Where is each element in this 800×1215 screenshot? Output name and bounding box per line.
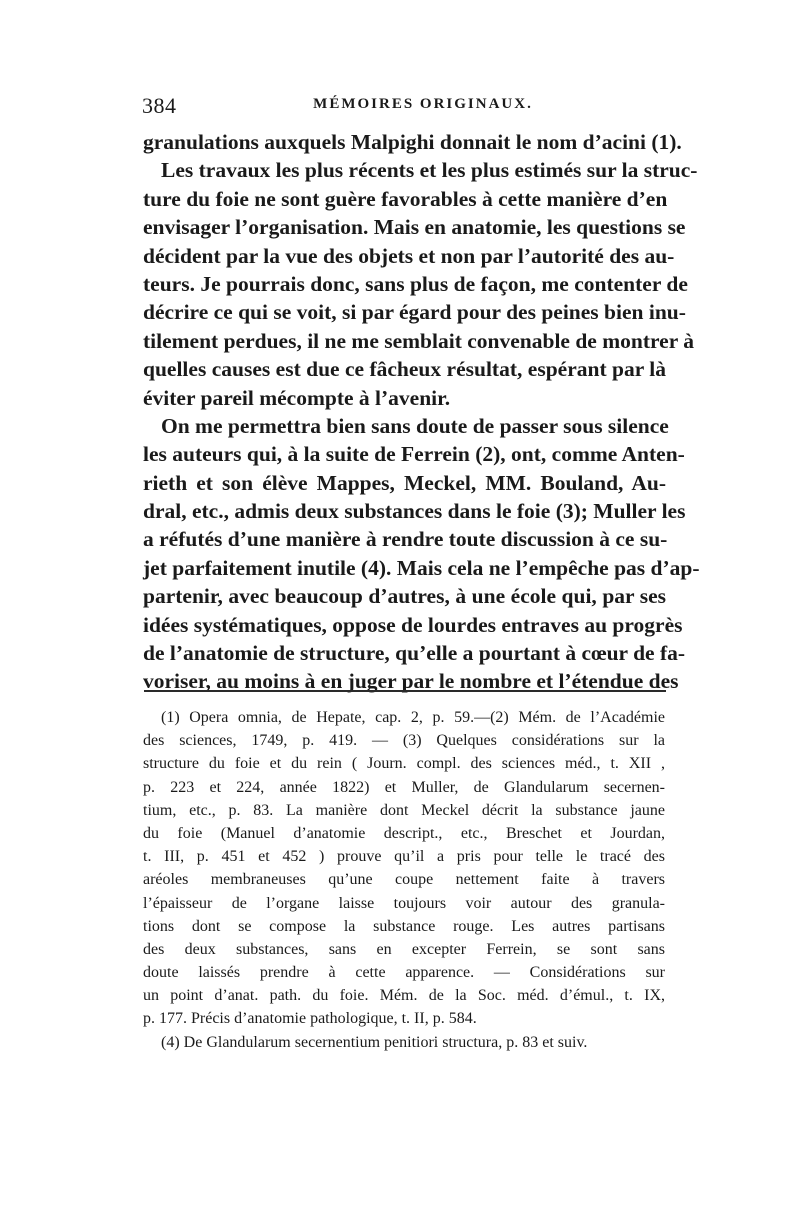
- footnote-line: tions dont se compose la substance rouge. Les autres partisans: [143, 917, 665, 935]
- footnote-line: des deux substances, sans en excepter Ferrein, se sont sans: [143, 940, 665, 958]
- footnote-line: tium, etc., p. 83. La manière dont Meckel décrit la substance jaune: [143, 801, 665, 819]
- body-line: teurs. Je pourrais donc, sans plus de façon, me contenter de: [143, 271, 688, 296]
- footnote-line: structure du foie et du rein ( Journ. compl. des sciences méd., t. XII ,: [143, 755, 665, 773]
- body-line: envisager l’organisation. Mais en anatomie, les questions se: [143, 215, 686, 240]
- body-line: éviter pareil mécompte à l’avenir.: [143, 385, 451, 410]
- body-line: Les travaux les plus récents et les plus estimés sur la struc-: [161, 158, 698, 183]
- body-line: de l’anatomie de structure, qu’elle a pourtant à cœur de fa-: [143, 641, 686, 666]
- body-line: jet parfaitement inutile (4). Mais cela ne l’empêche pas d’ap-: [143, 555, 700, 580]
- body-line: décident par la vue des objets et non par l’autorité des au-: [143, 243, 675, 268]
- page-number: 384: [142, 93, 177, 118]
- body-line: ture du foie ne sont guère favorables à cette manière d’en: [143, 186, 668, 211]
- body-line: On me permettra bien sans doute de passer sous silence: [161, 413, 669, 438]
- footnote-line: du foie (Manuel d’anatomie descript., etc., Breschet et Jourdan,: [143, 824, 665, 842]
- footnote-line: un point d’anat. path. du foie. Mém. de la Soc. méd. d’émul., t. IX,: [143, 987, 665, 1005]
- body-line: tilement perdues, il ne me semblait convenable de montrer à: [143, 328, 694, 353]
- body-line: les auteurs qui, à la suite de Ferrein (2), ont, comme Anten-: [143, 442, 685, 467]
- footnote-line: l’épaisseur de l’organe laisse toujours voir autour des granula-: [143, 894, 665, 912]
- body-line: idées systématiques, oppose de lourdes entraves au progrès: [143, 612, 683, 637]
- running-title: MÉMOIRES ORIGINAUX.: [313, 96, 533, 112]
- footnote-line: t. III, p. 451 et 452 ) prouve qu’il a pris pour telle le tracé des: [143, 848, 665, 866]
- body-line: voriser, au moins à en juger par le nombre et l’étendue des: [143, 669, 679, 694]
- body-line: dral, etc., admis deux substances dans le foie (3); Muller les: [143, 499, 686, 524]
- body-text: [143, 128, 700, 696]
- footnote-separator-rule: [144, 690, 666, 692]
- body-line: partenir, avec beaucoup d’autres, à une école qui, par ses: [143, 584, 666, 609]
- footnotes: [143, 706, 665, 1054]
- footnote-line: doute laissés prendre à cette apparence. — Considérations sur: [143, 964, 665, 982]
- body-line: a réfutés d’une manière à rendre toute discussion à ce su-: [143, 527, 668, 552]
- footnote-line: aréoles membraneuses qu’une coupe nettement faite à travers: [143, 871, 665, 889]
- body-line: décrire ce qui se voit, si par égard pour des peines bien inu-: [143, 300, 686, 325]
- body-line: rieth et son élève Mappes, Meckel, MM. Bouland, Au-: [143, 470, 666, 495]
- footnote-line: des sciences, 1749, p. 419. — (3) Quelques considérations sur la: [143, 732, 665, 750]
- footnote-line: (4) De Glandularum secernentium penitiori structura, p. 83 et suiv.: [161, 1033, 588, 1051]
- footnote-line: p. 223 et 224, année 1822) et Muller, de Glandularum secernen-: [143, 778, 665, 796]
- footnote-line: p. 177. Précis d’anatomie pathologique, t. II, p. 584.: [143, 1010, 477, 1028]
- body-line: granulations auxquels Malpighi donnait le nom d’acini (1).: [143, 130, 682, 154]
- body-line: quelles causes est due ce fâcheux résultat, espérant par là: [143, 357, 666, 382]
- footnote-line: (1) Opera omnia, de Hepate, cap. 2, p. 59.—(2) Mém. de l’Académie: [161, 709, 665, 726]
- running-head: [142, 93, 664, 123]
